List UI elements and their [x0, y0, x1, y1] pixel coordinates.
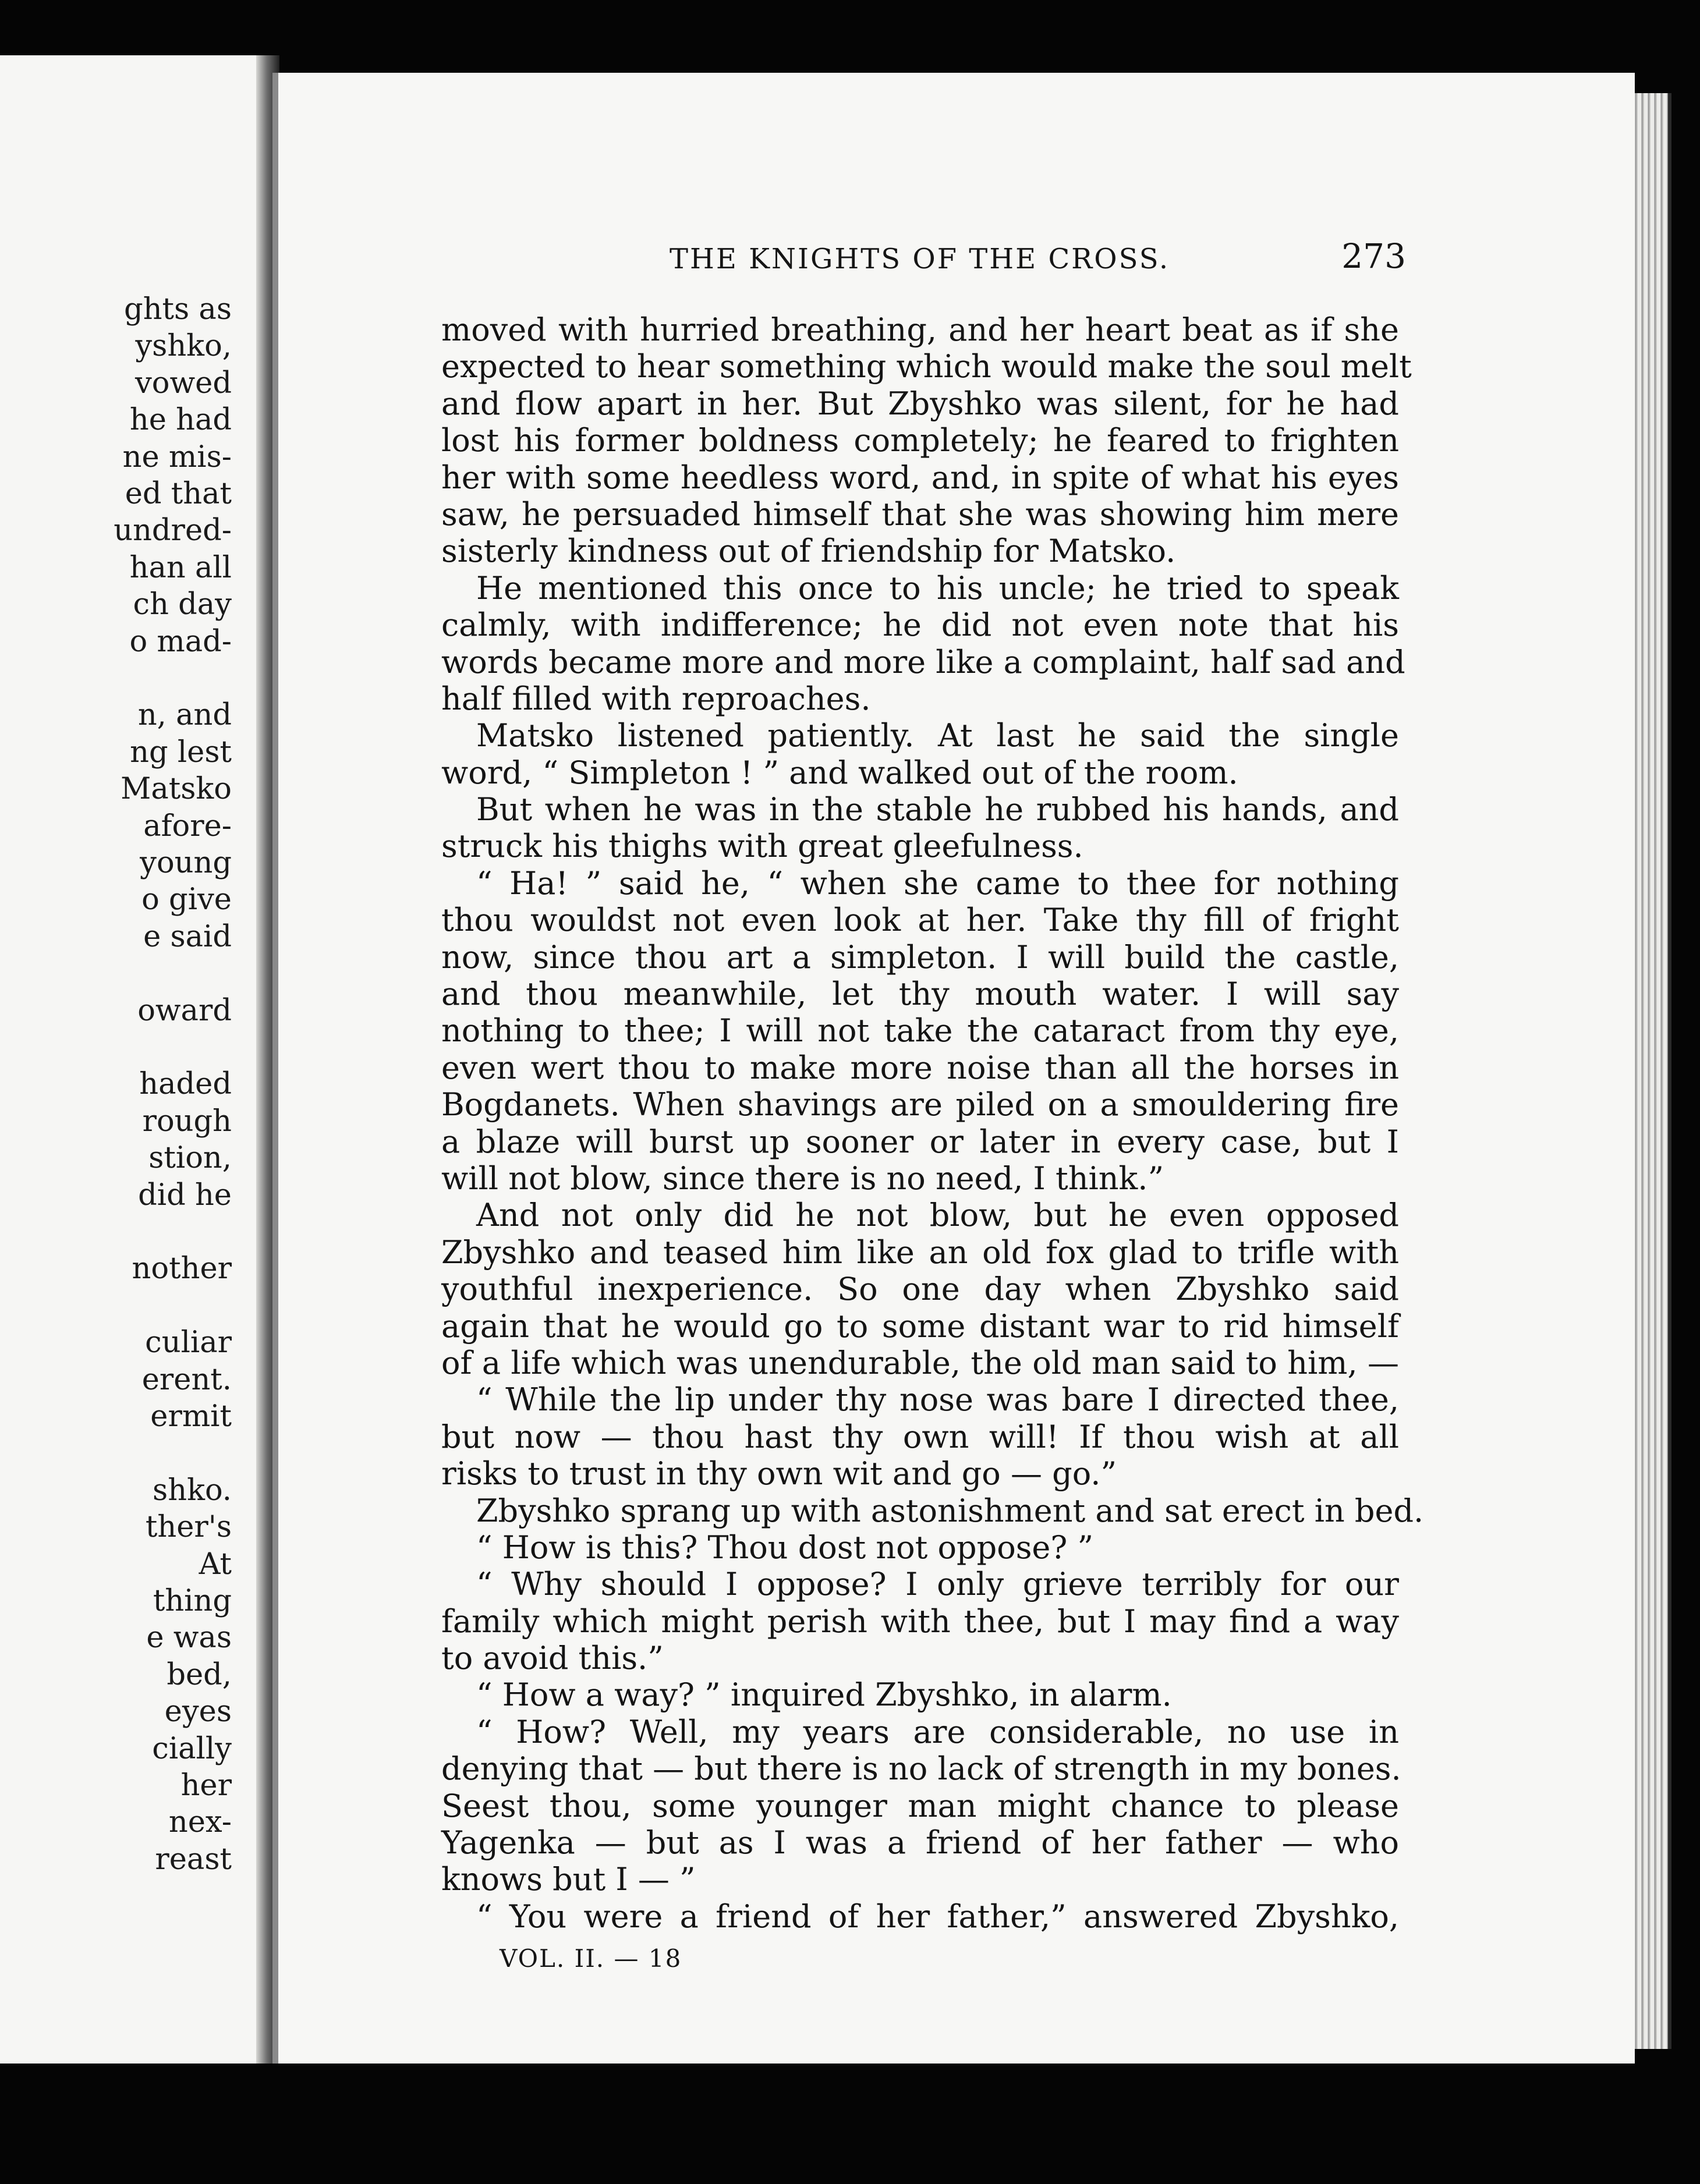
previous-page-line: he had — [129, 403, 232, 438]
previous-page-line: young — [140, 846, 232, 880]
previous-page-line: n, and — [137, 698, 232, 733]
text-line: moved with hurried breathing, and her heart beat as if she — [441, 311, 1399, 348]
previous-page-line: o give — [141, 882, 232, 917]
text-line: will not blow, since there is no need, I think.” — [441, 1160, 1164, 1197]
text-line: youthful inexperience. So one day when Zbyshko said — [441, 1271, 1399, 1308]
previous-page-line: nother — [132, 1251, 232, 1286]
text-line: of a life which was unendurable, the old man said to him, — — [441, 1344, 1399, 1381]
text-line: word, “ Simpleton ! ” and walked out of the room. — [441, 754, 1238, 791]
text-line: nothing to thee; I will not take the cataract from thy eye, — [441, 1012, 1399, 1050]
text-line: calmly, with indifference; he did not even note that his — [441, 607, 1399, 644]
text-line: but now — thou hast thy own will! If thou wish at all — [441, 1418, 1399, 1455]
text-line: Matsko listened patiently. At last he said the single — [476, 717, 1399, 754]
previous-page-line: ghts as — [124, 292, 232, 327]
previous-page — [0, 55, 256, 2064]
previous-page-line: rough — [142, 1104, 232, 1139]
text-line: Zbyshko sprang up with astonishment and sat erect in bed. — [476, 1492, 1424, 1529]
previous-page-line: e said — [143, 919, 232, 954]
text-line: But when he was in the stable he rubbed his hands, and — [476, 791, 1399, 828]
previous-page-line: vowed — [135, 366, 232, 400]
previous-page-line: Matsko — [121, 772, 232, 807]
text-line: Yagenka — but as I was a friend of her father — who — [441, 1824, 1399, 1862]
text-line: her with some heedless word, and, in spite of what his eyes — [441, 459, 1399, 496]
previous-page-line: culiar — [145, 1325, 232, 1360]
text-line: and thou meanwhile, let thy mouth water. I will say — [441, 976, 1399, 1013]
text-line: And not only did he not blow, but he even opposed — [476, 1197, 1399, 1234]
signature-mark: VOL. II. — 18 — [500, 1944, 682, 1973]
text-line: sisterly kindness out of friendship for Matsko. — [441, 533, 1176, 570]
previous-page-line: thing — [153, 1584, 232, 1618]
text-line: saw, he persuaded himself that she was showing him mere — [441, 495, 1399, 533]
previous-page-line: yshko, — [135, 329, 232, 364]
text-line: thou wouldst not even look at her. Take thy fill of fright — [441, 902, 1399, 939]
text-line: lost his former boldness completely; he feared to frighten — [441, 422, 1399, 459]
page-number: 273 — [1341, 236, 1406, 276]
text-line: Bogdanets. When shavings are piled on a smouldering fire — [441, 1086, 1399, 1123]
text-line: struck his thighs with great gleefulness. — [441, 828, 1083, 865]
text-line: to avoid this.” — [441, 1640, 664, 1677]
text-line: “ How a way? ” inquired Zbyshko, in alarm. — [476, 1676, 1172, 1714]
text-line: Zbyshko and teased him like an old fox glad to trifle with — [441, 1233, 1399, 1271]
previous-page-line: undred- — [114, 513, 232, 548]
text-line: even wert thou to make more noise than all the horses in — [441, 1049, 1399, 1086]
previous-page-line: haded — [139, 1067, 232, 1102]
text-line: “ While the lip under thy nose was bare I directed thee, — [476, 1381, 1399, 1419]
previous-page-line: e was — [146, 1621, 232, 1655]
previous-page-line: cially — [152, 1731, 232, 1766]
text-line: “ Why should I oppose? I only grieve terribly for our — [476, 1566, 1399, 1603]
previous-page-line: o mad- — [129, 624, 232, 659]
previous-page-line: did he — [138, 1178, 232, 1212]
previous-page-line: reast — [155, 1842, 232, 1877]
text-line: “ You were a friend of her father,” answered Zbyshko, — [476, 1898, 1399, 1935]
body-text — [441, 311, 1424, 1935]
previous-page-line: ermit — [150, 1399, 232, 1434]
text-line: half filled with reproaches. — [441, 680, 871, 717]
previous-page-line: eyes — [164, 1694, 232, 1729]
text-line: knows but I — ” — [441, 1861, 696, 1898]
text-line: a blaze will burst up sooner or later in every case, but I — [441, 1123, 1399, 1160]
text-line: expected to hear something which would make the soul melt — [441, 348, 1412, 385]
previous-page-line: shko. — [153, 1473, 232, 1508]
previous-page-line: ng lest — [130, 735, 232, 770]
text-line: “ Ha! ” said he, “ when she came to thee for nothing — [476, 864, 1399, 902]
text-line: family which might perish with thee, but I may find a way — [441, 1602, 1399, 1640]
text-line: He mentioned this once to his uncle; he tried to speak — [476, 569, 1399, 607]
previous-page-line: At — [199, 1547, 232, 1582]
previous-page-line: ne mis- — [122, 439, 232, 474]
previous-page-line: oward — [137, 993, 232, 1028]
text-line: “ How is this? Thou dost not oppose? ” — [476, 1529, 1094, 1566]
previous-page-line: nex- — [168, 1805, 232, 1840]
text-line: risks to trust in thy own wit and go — go.” — [441, 1455, 1117, 1492]
text-line: “ How? Well, my years are considerable, no use in — [476, 1713, 1399, 1750]
previous-page-line: ed that — [125, 477, 232, 511]
previous-page-line: stion, — [148, 1141, 232, 1176]
previous-page-line: her — [180, 1768, 232, 1803]
text-line: now, since thou art a simpleton. I will build the castle, — [441, 938, 1399, 976]
text-line: again that he would go to some distant war to rid himself — [441, 1307, 1399, 1345]
text-line: denying that — but there is no lack of strength in my bones. — [441, 1750, 1401, 1788]
previous-page-line: bed, — [167, 1657, 232, 1692]
text-line: and flow apart in her. But Zbyshko was silent, for he had — [441, 385, 1399, 422]
previous-page-line: han all — [129, 550, 232, 585]
previous-page-line: afore- — [143, 809, 232, 843]
text-line: Seest thou, some younger man might chance to please — [441, 1787, 1399, 1824]
previous-page-line: ther's — [145, 1510, 232, 1545]
running-head: THE KNIGHTS OF THE CROSS. — [670, 243, 1170, 275]
previous-page-line: erent. — [141, 1362, 232, 1397]
text-line: words became more and more like a complaint, half sad and — [441, 643, 1405, 680]
previous-page-line: ch day — [133, 587, 232, 622]
